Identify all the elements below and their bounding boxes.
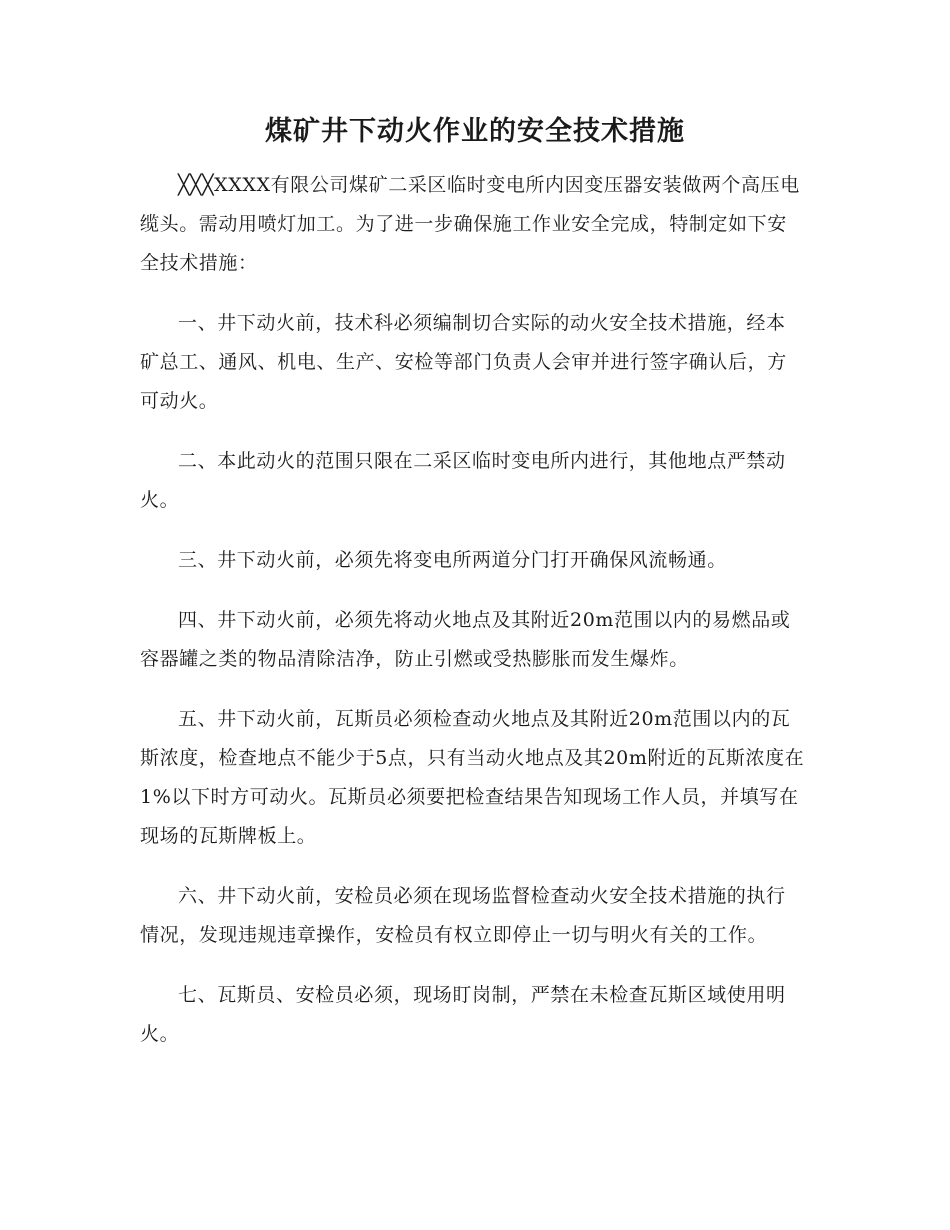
measure-4-paragraph: 四、井下动火前，必须先将动火地点及其附近20m范围以内的易燃品或容器罐之类的物品清除洁净，防止引燃或受热膨胀而发生爆炸。 xyxy=(140,609,791,670)
document-title: 煤矿井下动火作业的安全技术措施 xyxy=(265,116,685,147)
intro-paragraph: ╳╳╳XXXX有限公司煤矿二采区临时变电所内因变压器安装做两个高压电缆头。需动用喷灯加工。为了进一步确保施工作业安全完成，特制定如下安全技术措施： xyxy=(140,174,800,274)
measure-7-paragraph: 七、瓦斯员、安检员必须，现场盯岗制，严禁在未检查瓦斯区域使用明火。 xyxy=(140,984,786,1045)
measure-3-paragraph: 三、井下动火前，必须先将变电所两道分门打开确保风流畅通。 xyxy=(178,549,727,571)
measure-2-paragraph: 二、本此动火的范围只限在二采区临时变电所内进行，其他地点严禁动火。 xyxy=(140,450,786,511)
measure-1-paragraph: 一、井下动火前，技术科必须编制切合实际的动火安全技术措施，经本矿总工、通风、机电、生产、安检等部门负责人会审并进行签字确认后，方可动火。 xyxy=(140,312,787,412)
document-body xyxy=(140,166,805,1075)
measure-6-paragraph: 六、井下动火前，安检员必须在现场监督检查动火安全技术措施的执行情况，发现违规违章操作，安检员有权立即停止一切与明火有关的工作。 xyxy=(140,885,786,946)
measure-5-paragraph: 五、井下动火前，瓦斯员必须检查动火地点及其附近20m范围以内的瓦斯浓度，检查地点不能少于5点，只有当动火地点及其20m附近的瓦斯浓度在1%以下时方可动火。瓦斯员必须要把检查结果告知现场工作人员，并填写在现场的瓦斯牌板上。 xyxy=(140,708,805,847)
